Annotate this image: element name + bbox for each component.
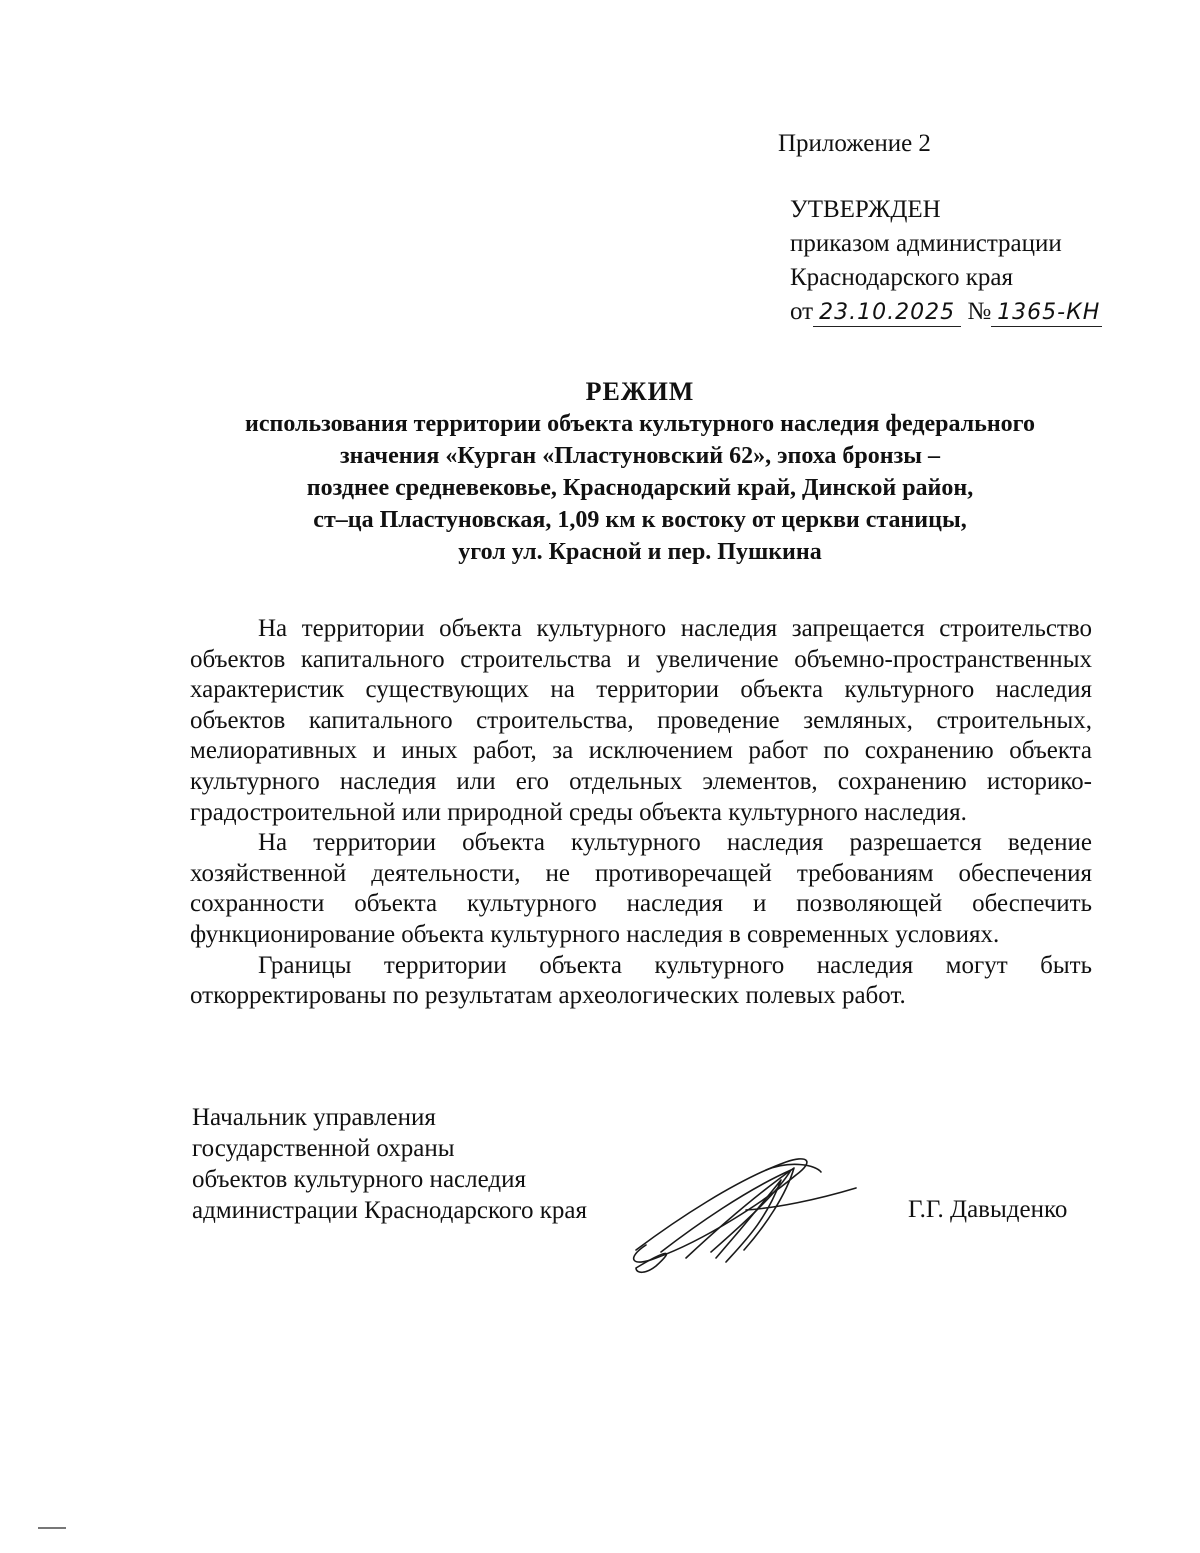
number-prefix: № <box>967 298 992 325</box>
signer-position-line: объектов культурного наследия <box>192 1166 526 1193</box>
paragraph-prohibitions: На территории объекта культурного наследия запрещается строительство объектов капитального строительства и увеличение объемно-пространственных характеристик существующих на территории объекта культурного наследия объектов капитального строительства, проведение земляных, строительных, мелиоративных и иных работ, за исключением работ по сохранению объекта культурного наследия или его отдельных элементов, сохранению историко-градостроительной или природной среды объекта культурного наследия. <box>190 615 1092 826</box>
handwritten-order-number: 1365-КН <box>991 300 1102 327</box>
approved-by-line-1: приказом администрации <box>790 230 1062 257</box>
paragraph-boundaries: Границы территории объекта культурного наследия могут быть откорректированы по результатам археологических полевых работ. <box>190 951 1092 1010</box>
approval-stamp <box>790 193 1102 329</box>
signer-position <box>192 1102 587 1226</box>
scan-mark <box>38 1527 66 1529</box>
paragraph-permissions: На территории объекта культурного наследия разрешается ведение хозяйственной деятельности, не противоречащей требованиям обеспечения сохранности объекта культурного наследия и позволяющей обеспечить функционирование объекта культурного наследия в современных условиях. <box>190 829 1092 948</box>
date-prefix: от <box>790 298 814 325</box>
signer-position-line: Начальник управления <box>192 1104 436 1131</box>
title-line: позднее средневековье, Краснодарский край, Динской район, <box>306 475 974 501</box>
title-line: угол ул. Красной и пер. Пушкина <box>458 539 822 565</box>
order-date-number-line <box>790 295 1102 329</box>
signer-position-line: государственной охраны <box>192 1135 455 1162</box>
signer-name: Г.Г. Давыденко <box>908 1196 1068 1223</box>
title-heading: РЕЖИМ <box>585 377 695 406</box>
title-line: использования территории объекта культурного наследия федерального <box>245 411 1035 437</box>
approved-by-line-2: Краснодарского края <box>790 264 1013 291</box>
handwritten-signature <box>616 1140 866 1280</box>
document-body <box>190 614 1092 1012</box>
handwritten-order-date: 23.10.2025 <box>813 300 961 327</box>
appendix-label: Приложение 2 <box>778 130 931 157</box>
title-line: значения «Курган «Пластуновский 62», эпоха бронзы – <box>340 443 940 469</box>
signer-position-line: администрации Краснодарского края <box>192 1197 588 1224</box>
approved-heading: УТВЕРЖДЕН <box>790 196 941 223</box>
document-title <box>190 376 1090 568</box>
title-line: ст–ца Пластуновская, 1,09 км к востоку от церкви станицы, <box>313 507 967 533</box>
